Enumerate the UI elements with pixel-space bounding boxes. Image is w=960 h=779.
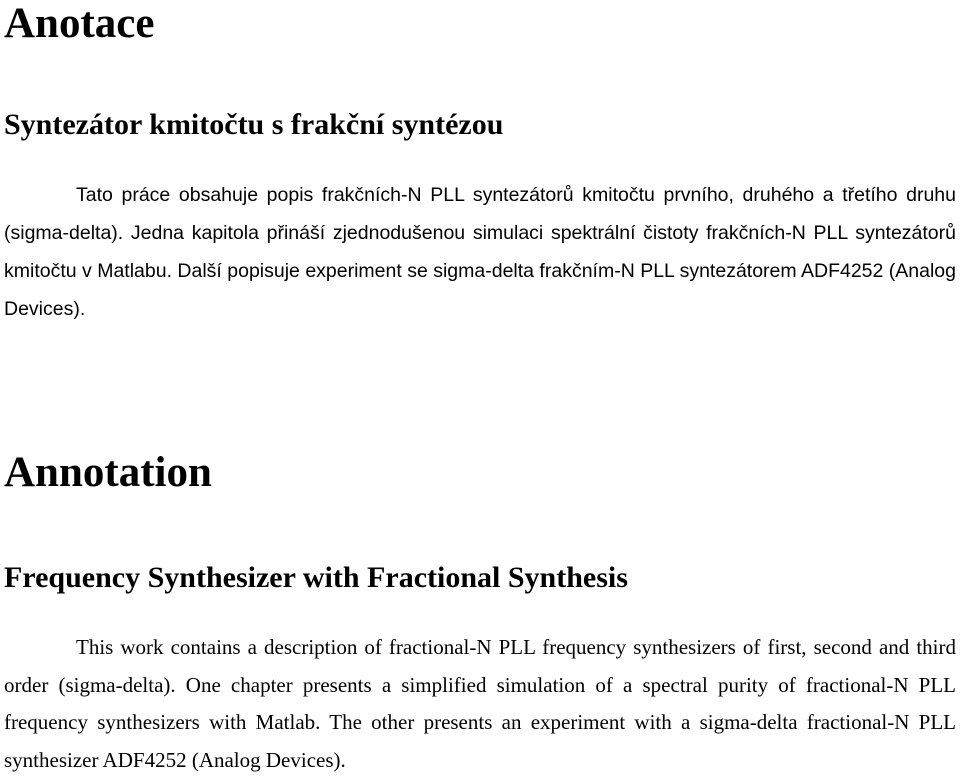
english-subheading: Frequency Synthesizer with Fractional Synthesis xyxy=(4,561,628,594)
czech-heading: Anotace xyxy=(4,0,155,47)
czech-subheading: Syntezátor kmitočtu s frakční syntézou xyxy=(4,108,504,141)
english-abstract-paragraph: This work contains a description of fractional-N PLL frequency synthesizers of first, second and third order (sigma-delta). One chapter presents a simplified simulation of a spectral purity of fractional-N PLL frequency synthesizers with Matlab. The other presents an experiment with a sigma-delta fractional-N PLL synthesizer ADF4252 (Analog Devices). xyxy=(4,635,956,772)
english-heading: Annotation xyxy=(4,449,212,496)
czech-abstract-paragraph: Tato práce obsahuje popis frakčních-N PLL syntezátorů kmitočtu prvního, druhého a třetího druhu (sigma-delta). Jedna kapitola přináší zjednodušenou simulaci spektrální čistoty frakčních-N PLL syntezátorů kmitočtu v Matlabu. Další popisuje experiment se sigma-delta frakčním-N PLL syntezátorem ADF4252 (Analog Devices). xyxy=(4,184,956,320)
